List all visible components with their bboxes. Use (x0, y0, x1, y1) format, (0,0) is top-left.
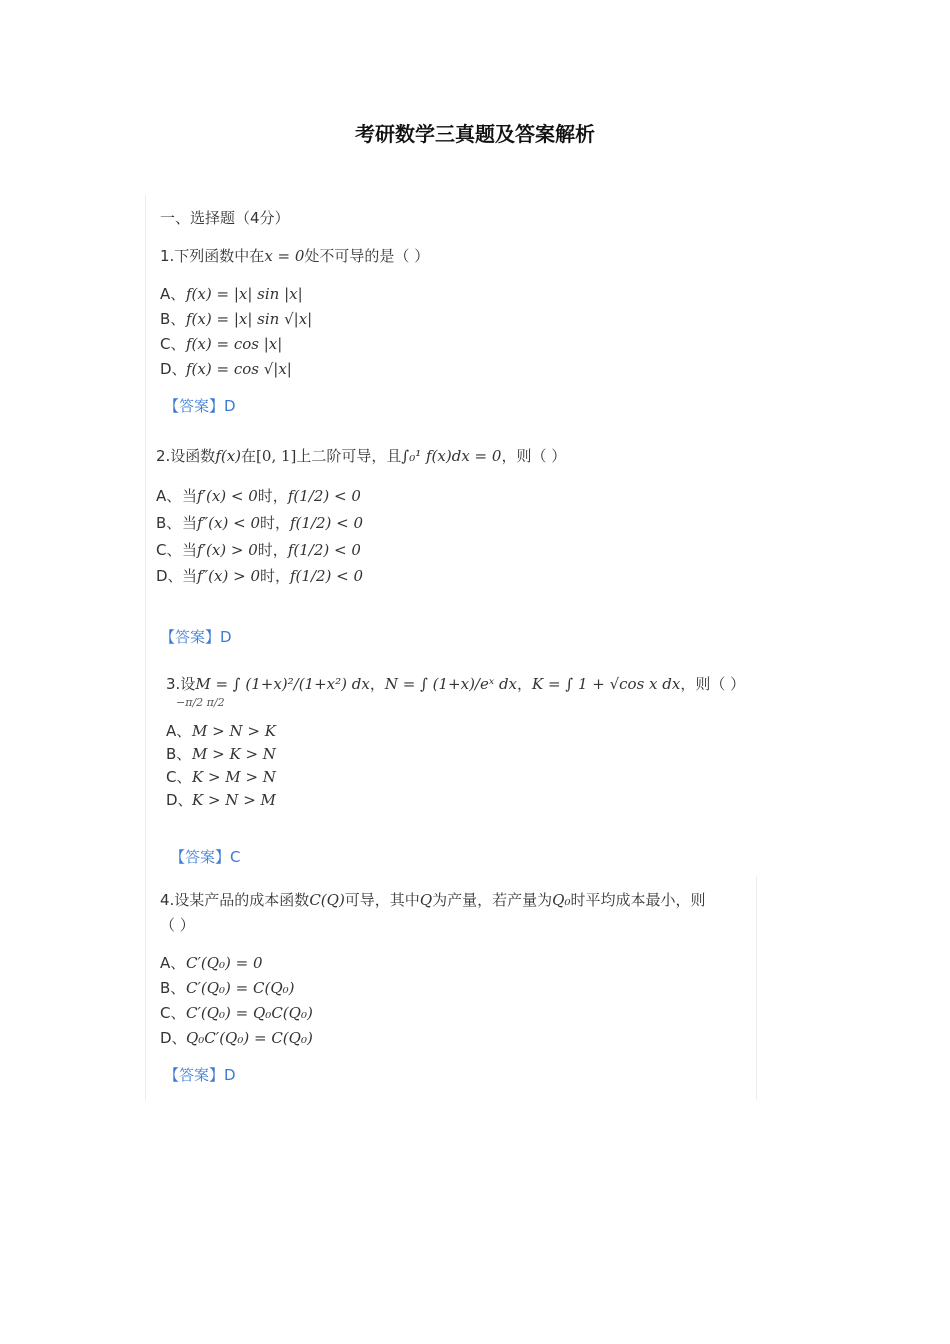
question-3-option-a: A、M > N > K (166, 722, 276, 740)
question-1-stem: 1.下列函数中在x = 0处不可导的是（ ） (160, 247, 430, 265)
question-1-answer: 【答案】D (164, 397, 236, 415)
question-3-option-b: B、M > K > N (166, 745, 276, 763)
question-1-option-a: A、f(x) = |x| sin |x| (160, 285, 303, 303)
content-border-right (756, 876, 757, 1100)
question-3-option-c: C、K > M > N (166, 768, 276, 786)
question-1-option-d: D、f(x) = cos √|x| (160, 360, 292, 378)
question-4-stem-line2: （ ） (160, 916, 195, 934)
question-3-option-d: D、K > N > M (166, 791, 276, 809)
question-3-k-integral: K = ∫ 1 + √cos x dx (532, 675, 681, 693)
question-3-m-integral: M = ∫ (1+x)²/(1+x²) dx (195, 675, 370, 693)
question-3-answer: 【答案】C (170, 848, 241, 866)
question-3-integration-limits: −π/2 π/2 (176, 696, 225, 709)
question-2-option-a: A、当f′(x) < 0时，f(1/2) < 0 (156, 487, 361, 505)
question-2-option-b: B、当f″(x) < 0时，f(1/2) < 0 (156, 514, 364, 532)
question-4-option-b: B、C′(Q₀) = C(Q₀) (160, 979, 295, 997)
question-1-option-c: C、f(x) = cos |x| (160, 335, 283, 353)
question-1-math: x = 0 (264, 247, 305, 265)
question-4-option-c: C、C′(Q₀) = Q₀C(Q₀) (160, 1004, 313, 1022)
section-heading: 一、选择题（4分） (160, 209, 290, 227)
content-border-left (145, 195, 146, 1100)
question-4-option-d: D、Q₀C′(Q₀) = C(Q₀) (160, 1029, 313, 1047)
question-2-answer: 【答案】D (160, 628, 232, 646)
question-3-n-integral: N = ∫ (1+x)/eˣ dx (384, 675, 518, 693)
question-4-stem: 4.设某产品的成本函数C(Q)可导，其中Q为产量，若产量为Q₀时平均成本最小，则 (160, 891, 706, 909)
question-2-stem: 2.设函数f(x)在[0, 1]上二阶可导，且∫₀¹ f(x)dx = 0，则（ ） (156, 447, 567, 465)
question-2-option-d: D、当f″(x) > 0时，f(1/2) < 0 (156, 567, 364, 585)
question-2-option-c: C、当f′(x) > 0时，f(1/2) < 0 (156, 541, 361, 559)
question-4-answer: 【答案】D (164, 1066, 236, 1084)
question-4-option-a: A、C′(Q₀) = 0 (160, 954, 263, 972)
question-3-stem: 3.设M = ∫ (1+x)²/(1+x²) dx，N = ∫ (1+x)/eˣ dx，K = ∫ 1 + √cos x dx，则（ ） (166, 675, 746, 693)
document-title: 考研数学三真题及答案解析 (355, 122, 595, 146)
question-1-option-b: B、f(x) = |x| sin √|x| (160, 310, 313, 328)
